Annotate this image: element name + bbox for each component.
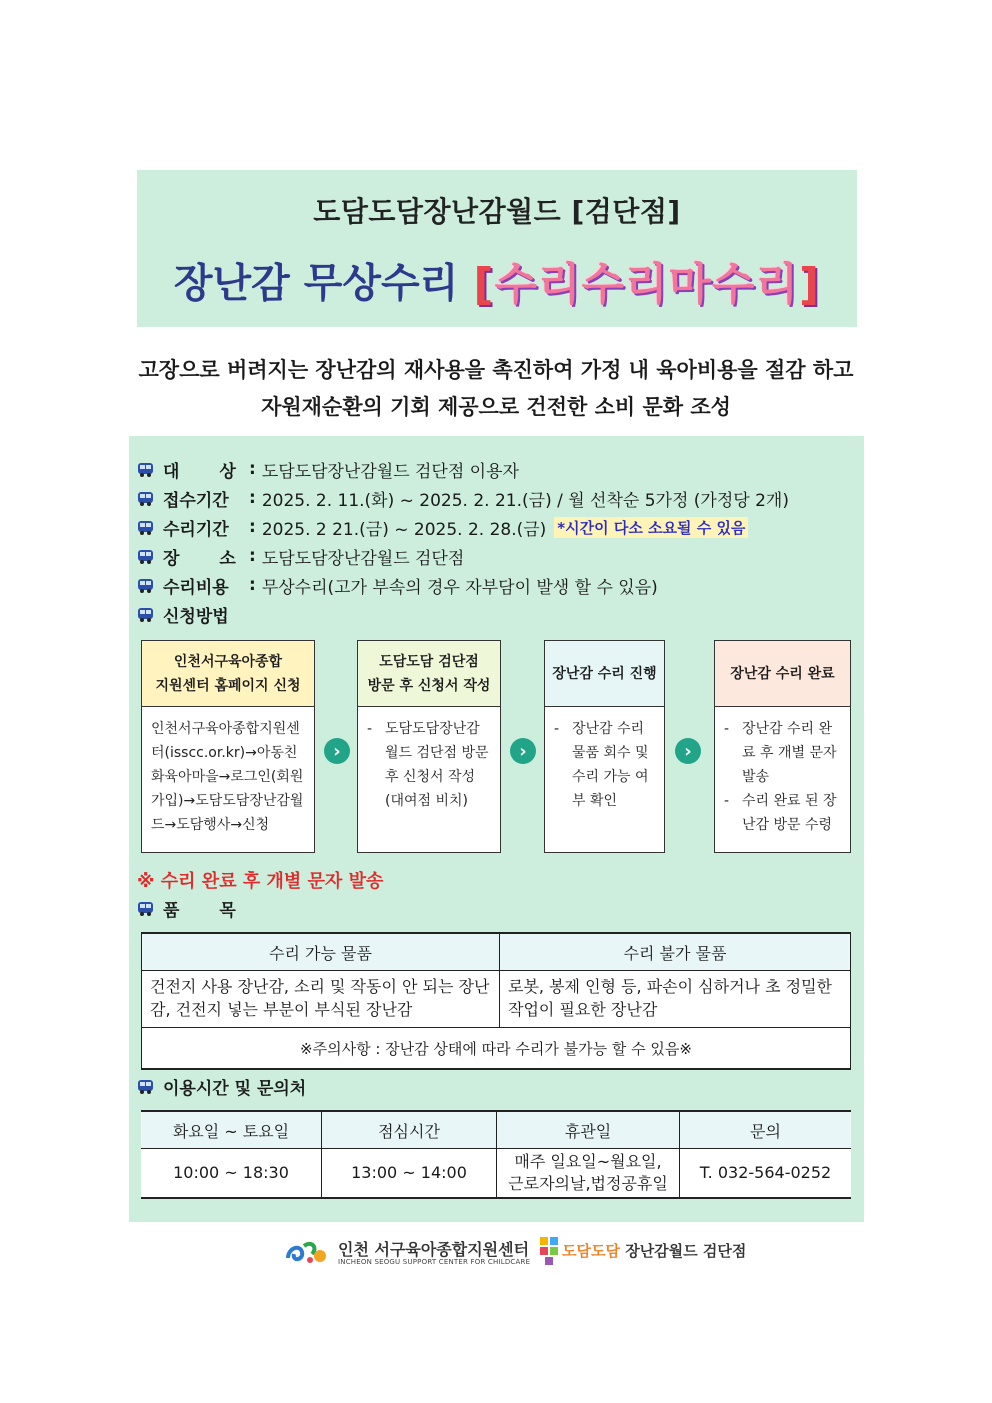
seogu-center-name-en: INCHEON SEOGU SUPPORT CENTER FOR CHILDCARE [338,1258,531,1266]
step-3-body: - 장난감 수리 물품 회수 및 수리 가능 여부 확인 [554,721,649,809]
hours-contact-value: T. 032-564-0252 [680,1149,852,1199]
hours-weekdays-value: 10:00 ~ 18:30 [141,1149,322,1199]
items-table [141,932,851,1070]
info-value-apply-period: 2025. 2. 11.(화) ~ 2025. 2. 21.(금) / 월 선착순 5가정 (가정당 2개) [261,490,789,511]
step-2-header: 도담도담 검단점 방문 후 신청서 작성 [358,641,500,707]
items-header-not-repairable: 수리 불가 물품 [500,933,851,971]
hours-header-closed: 휴관일 [497,1111,680,1149]
info-label-cost: 수리비용 [163,577,229,598]
step-4-body: - 장난감 수리 완료 후 개별 문자 발송 - 수리 완료 된 장난감 방문 수령 [724,721,837,833]
footer-logos [284,1234,747,1272]
info-row-repair-period: 수리기간 : 2025. 2 21.(금) ~ 2025. 2. 28.(금) *시간이 다소 소요될 수 있음 [137,514,748,540]
bus-icon [137,578,154,593]
chevron-right-icon: › [675,738,701,764]
info-label-repair-period: 수리기간 [163,519,229,540]
bus-icon [137,491,154,506]
toy-blocks-logo [539,1236,559,1266]
header-title [137,248,857,312]
completion-note: ※ 수리 완료 후 개별 문자 발송 [137,871,384,892]
info-panel [129,436,864,1222]
hours-closed-value: 매주 일요일~월요일, 근로자의날,법정공휴일 [497,1149,680,1199]
step-2-body: - 도담도담장난감월드 검단점 방문 후 신청서 작성 (대여점 비치) [367,721,489,809]
chevron-right-icon: › [510,738,536,764]
chevron-right-icon: › [324,738,350,764]
step-3-header: 장난감 수리 진행 [545,641,664,707]
info-row-location: 장 소 : 도담도담장난감월드 검단점 [137,543,464,569]
bus-icon [137,607,154,622]
title-fancy: [수리수리마수리] [473,259,821,310]
toy-world-name: 도담도담 장난감월드 검단점 [562,1242,747,1260]
items-caution: ※주의사항 : 장난감 상태에 따라 수리가 불가능 할 수 있음※ [142,1028,851,1070]
hours-header-contact: 문의 [680,1111,852,1149]
step-1-header: 인천서구육아종합 지원센터 홈페이지 신청 [142,641,314,707]
info-value-target: 도담도담장난감월드 검단점 이용자 [261,461,519,482]
info-row-items [137,895,249,921]
step-2-box [357,640,501,853]
info-label-method: 신청방법 [163,606,229,627]
bus-icon [137,549,154,564]
seogu-center-name: 인천 서구육아종합지원센터 [338,1240,530,1259]
bus-icon [137,901,154,916]
info-value-repair-period: 2025. 2 21.(금) ~ 2025. 2. 28.(금) [261,519,547,540]
info-value-location: 도담도담장난감월드 검단점 [261,548,465,569]
bus-icon [137,1079,154,1094]
header-banner [137,170,857,327]
intro-line-2: 자원재순환의 기회 제공으로 건전한 소비 문화 조성 [261,395,731,419]
info-row-target: 대 상 : 도담도담장난감월드 검단점 이용자 [137,456,519,482]
info-row-cost: 수리비용 : 무상수리(고가 부속의 경우 자부담이 발생 할 수 있음) [137,572,658,598]
title-fancy-text: 수리수리마수리 [494,259,800,310]
items-header-repairable: 수리 가능 물품 [142,933,500,971]
info-label-target: 대 상 [163,461,236,482]
hours-label: 이용시간 및 문의처 [163,1078,307,1099]
step-3-box [544,640,665,853]
hours-header-lunch: 점심시간 [322,1111,497,1149]
info-row-hours [137,1073,306,1099]
info-value-cost: 무상수리(고가 부속의 경우 자부담이 발생 할 수 있음) [261,577,658,598]
info-label-location: 장 소 [163,548,236,569]
hours-header-weekdays: 화요일 ~ 토요일 [141,1111,322,1149]
hours-lunch-value: 13:00 ~ 14:00 [322,1149,497,1199]
info-row-method [137,601,249,627]
title-plain: 장난감 무상수리 [173,260,459,307]
step-4-box [714,640,851,853]
step-4-header: 장난감 수리 완료 [715,641,850,707]
bus-icon [137,462,154,477]
intro-text [0,352,992,426]
bus-icon [137,520,154,535]
info-row-apply-period: 접수기간 : 2025. 2. 11.(화) ~ 2025. 2. 21.(금) / 월 선착순 5가정 (가정당 2개) [137,485,789,511]
items-not-repairable-cell: 로봇, 봉제 인형 등, 파손이 심하거나 초 정밀한 작업이 필요한 장난감 [500,971,851,1028]
intro-line-1: 고장으로 버려지는 장난감의 재사용을 촉진하여 가정 내 육아비용을 절감 하고 [138,358,854,382]
info-label-items: 품 목 [163,900,236,921]
repair-period-note: *시간이 다소 소요될 수 있음 [554,517,748,538]
step-1-box [141,640,315,853]
seogu-center-logo [284,1238,330,1266]
info-label-apply-period: 접수기간 [163,490,229,511]
header-subtitle: 도담도담장난감월드 [검단점] [313,195,681,228]
hours-table [141,1110,851,1199]
items-repairable-cell: 건전지 사용 장난감, 소리 및 작동이 안 되는 장난감, 건전지 넣는 부분이 부식된 장난감 [142,971,500,1028]
step-1-body: 인천서구육아종합지원센터(isscc.or.kr)→아동친화육아마을→로그인(회원가입)→도담도담장난감월드→도담행사→신청 [151,721,304,833]
